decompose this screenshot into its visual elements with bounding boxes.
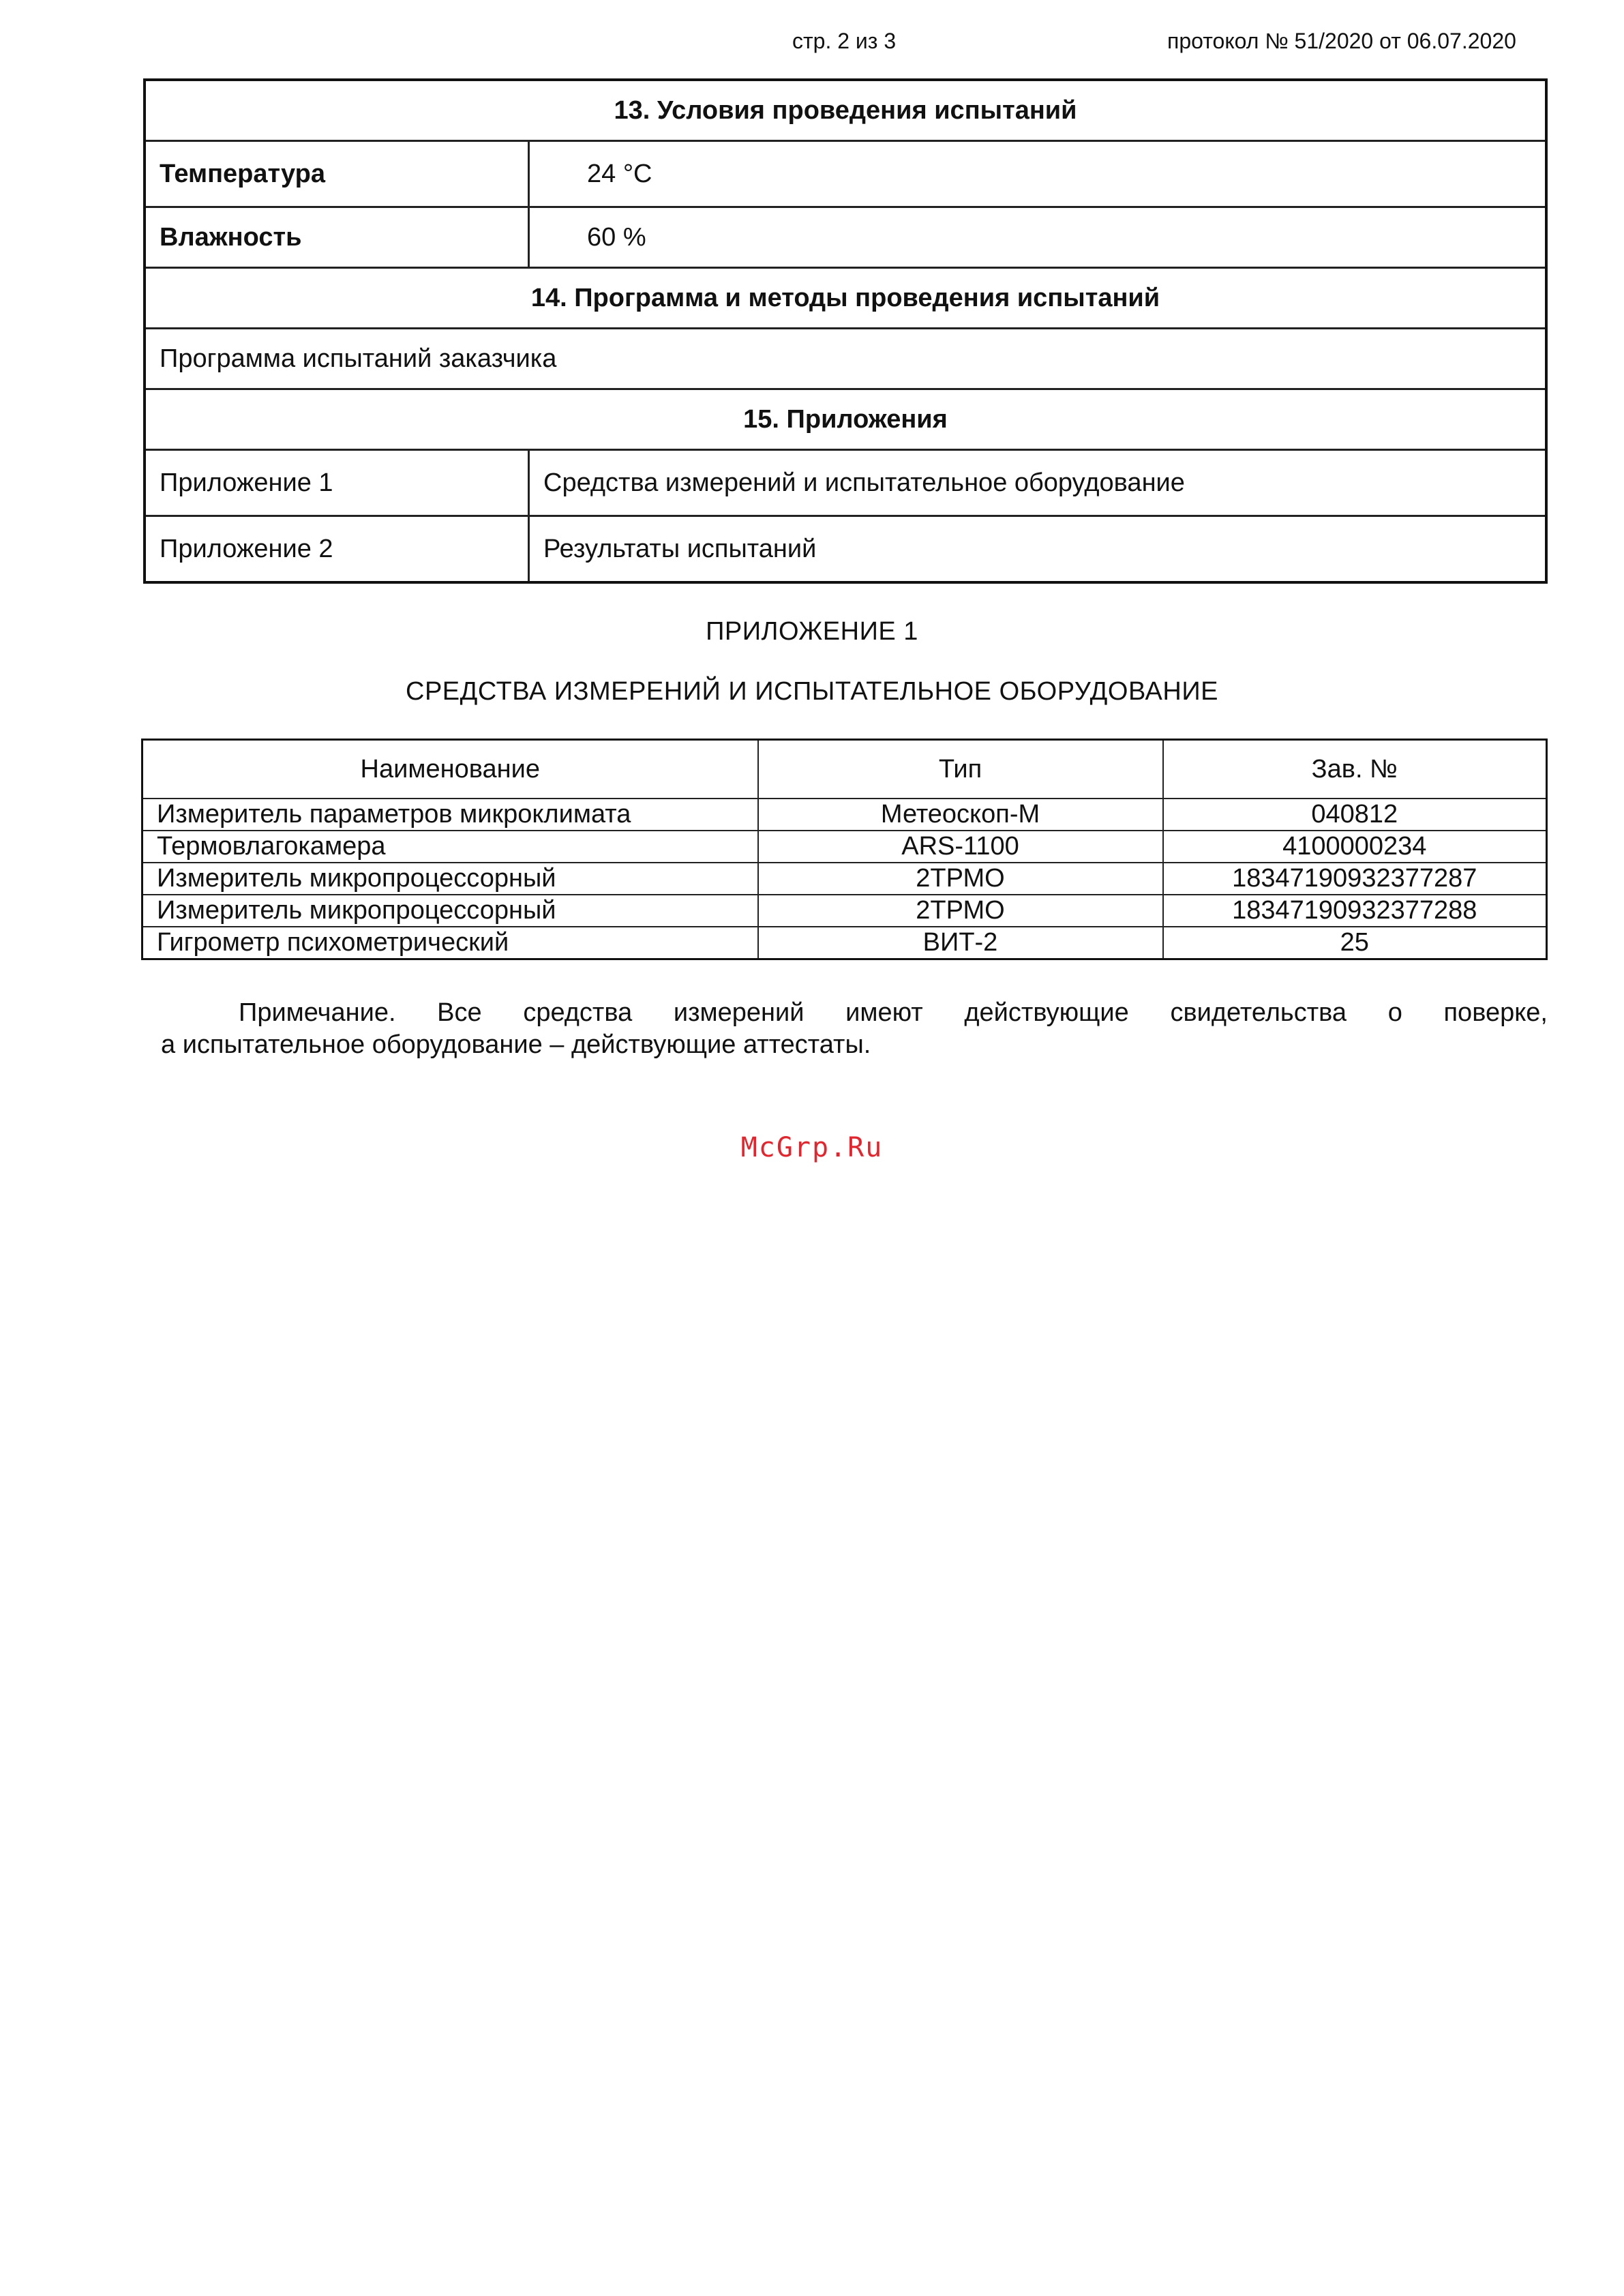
section-header-row [145,80,1546,141]
table-header-row [142,740,1547,799]
equipment-serial: 040812 [1163,799,1547,831]
section-header-row [145,268,1546,329]
program-text: Программа испытаний заказчика [145,329,1546,389]
equipment-type: 2ТРМО [758,863,1163,895]
table-row [142,863,1547,895]
note-word: свидетельства [1170,998,1347,1027]
column-header-type: Тип [758,740,1163,799]
note-word: Примечание. [239,998,396,1027]
column-header-serial: Зав. № [1163,740,1547,799]
temperature-label: Температура [145,141,529,207]
table-row [145,329,1546,389]
equipment-serial: 18347190932377287 [1163,863,1547,895]
equipment-serial: 25 [1163,927,1547,959]
equipment-serial: 18347190932377288 [1163,895,1547,927]
note-paragraph [161,997,1548,1061]
column-header-name: Наименование [142,740,758,799]
note-line-1 [161,997,1548,1029]
note-word: измерений [673,998,805,1027]
humidity-value: 60 % [529,207,1547,268]
table-row [142,895,1547,927]
section-13-title: 13. Условия проведения испытаний [145,80,1546,141]
appendix-1-value: Средства измерений и испытательное оборудование [529,450,1547,516]
table-row [142,927,1547,959]
equipment-table [141,739,1548,960]
equipment-type: ARS-1100 [758,831,1163,863]
appendix-title: ПРИЛОЖЕНИЕ 1 [706,617,918,646]
equipment-name: Термовлагокамера [142,831,758,863]
table-row [142,831,1547,863]
temperature-value: 24 °C [529,141,1547,207]
section-15-title: 15. Приложения [145,389,1546,450]
note-word: поверке, [1443,998,1548,1027]
table-row [145,516,1546,583]
equipment-name: Измеритель микропроцессорный [142,895,758,927]
protocol-reference: протокол № 51/2020 от 06.07.2020 [1167,29,1516,53]
appendix-2-label: Приложение 2 [145,516,529,583]
note-line-2: а испытательное оборудование – действующие аттестаты. [161,1030,871,1059]
equipment-name: Измеритель микропроцессорный [142,863,758,895]
section-14-title: 14. Программа и методы проведения испытаний [145,268,1546,329]
appendix-1-label: Приложение 1 [145,450,529,516]
note-word: Все [437,998,482,1027]
watermark-link[interactable]: McGrp.Ru [740,1132,884,1163]
table-row [142,799,1547,831]
note-word: имеют [845,998,923,1027]
equipment-name: Измеритель параметров микроклимата [142,799,758,831]
table-row [145,450,1546,516]
conditions-table [143,78,1548,584]
equipment-serial: 4100000234 [1163,831,1547,863]
note-word: о [1387,998,1402,1027]
note-word: действующие [964,998,1129,1027]
page-number: стр. 2 из 3 [792,29,897,53]
equipment-type: 2ТРМО [758,895,1163,927]
table-row [145,207,1546,268]
appendix-2-value: Результаты испытаний [529,516,1547,583]
humidity-label: Влажность [145,207,529,268]
note-word: средства [523,998,633,1027]
appendix-subtitle: СРЕДСТВА ИЗМЕРЕНИЙ И ИСПЫТАТЕЛЬНОЕ ОБОРУДОВАНИЕ [406,677,1218,706]
equipment-type: Метеоскоп-М [758,799,1163,831]
table-row [145,141,1546,207]
equipment-name: Гигрометр психометрический [142,927,758,959]
section-header-row [145,389,1546,450]
equipment-type: ВИТ-2 [758,927,1163,959]
